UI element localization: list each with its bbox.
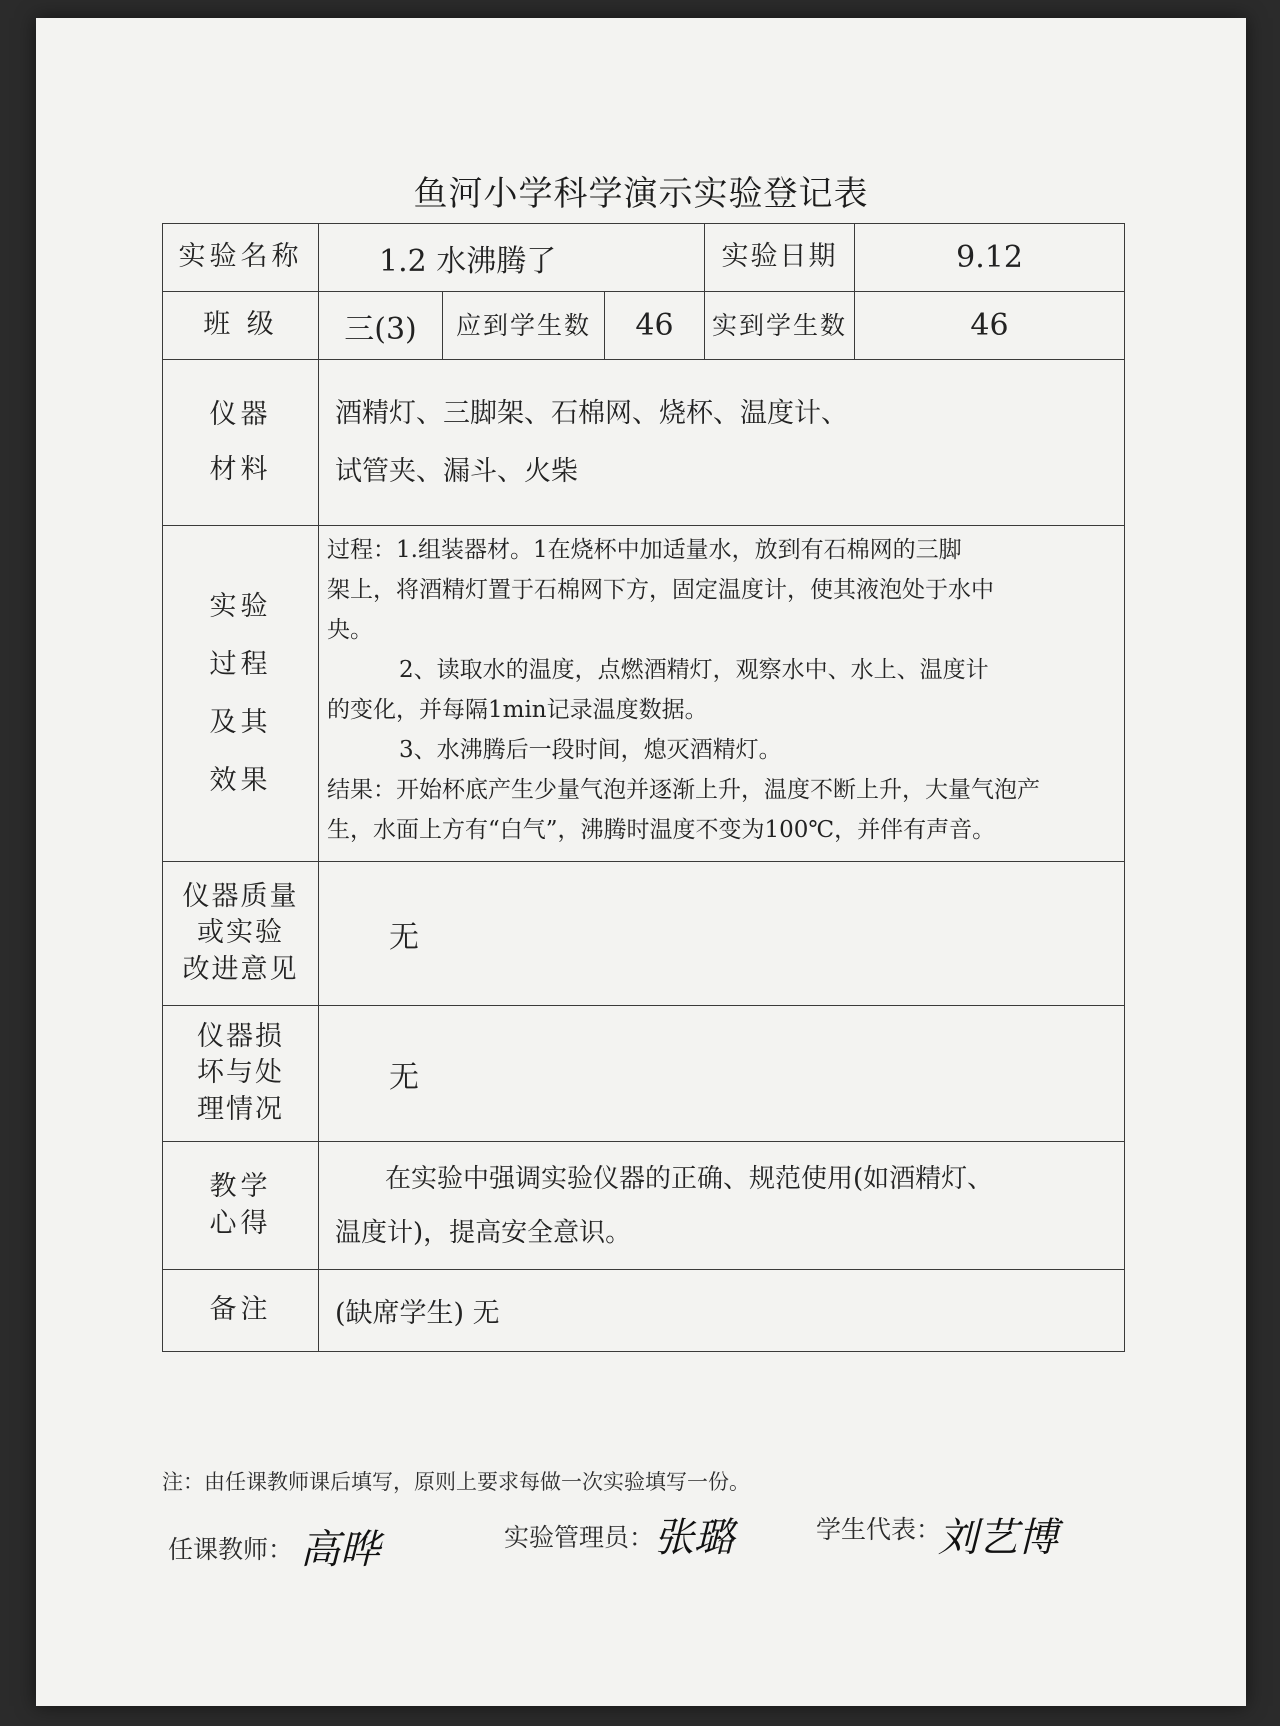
student-signature: 刘艺博 xyxy=(938,1515,1058,1561)
row-quality xyxy=(163,862,1125,1006)
value-experiment-date: 9.12 xyxy=(855,224,1125,292)
teacher-signature: 高晔 xyxy=(300,1527,380,1573)
row-experiment-name xyxy=(163,224,1125,292)
form-sheet xyxy=(36,18,1246,1706)
row-process xyxy=(163,526,1125,862)
footnote: 注：由任课教师课后填写，原则上要求每做一次实验填写一份。 xyxy=(162,1470,750,1494)
manager-label: 实验管理员： xyxy=(504,1523,655,1552)
row-damage xyxy=(163,1006,1125,1142)
label-expected-students: 应到学生数 xyxy=(443,292,605,360)
process-line: 央。 xyxy=(327,617,373,643)
row-class xyxy=(163,292,1125,360)
teacher-label: 任课教师： xyxy=(168,1535,294,1564)
label-experiment-date: 实验日期 xyxy=(705,224,855,292)
process-line: 2、读取水的温度，点燃酒精灯，观察水中、水上、温度计 xyxy=(399,657,989,683)
registration-table xyxy=(162,223,1125,1352)
form-title: 鱼河小学科学演示实验登记表 xyxy=(413,174,869,214)
label-remarks: 备注 xyxy=(163,1270,319,1352)
label-experiment-name: 实验名称 xyxy=(163,224,319,292)
value-damage: 无 xyxy=(319,1006,1125,1142)
process-line: 的变化，并每隔1min记录温度数据。 xyxy=(327,697,708,723)
process-line: 过程：1.组装器材。1在烧杯中加适量水，放到有石棉网的三脚 xyxy=(327,537,962,563)
process-line: 架上，将酒精灯置于石棉网下方，固定温度计，使其液泡处于水中 xyxy=(327,577,994,603)
signature-row xyxy=(168,1510,1148,1580)
label-class: 班 级 xyxy=(163,292,319,360)
value-actual-students: 46 xyxy=(855,292,1125,360)
process-line: 3、水沸腾后一段时间，熄灭酒精灯。 xyxy=(399,737,782,763)
row-remarks xyxy=(163,1270,1125,1352)
value-process xyxy=(319,526,1125,862)
result-line: 生，水面上方有“白气”，沸腾时温度不变为100℃，并伴有声音。 xyxy=(327,817,996,843)
result-line: 结果：开始杯底产生少量气泡并逐渐上升，温度不断上升，大量气泡产 xyxy=(327,777,1040,803)
value-equipment: 酒精灯、三脚架、石棉网、烧杯、温度计、 试管夹、漏斗、火柴 xyxy=(319,360,1125,526)
value-teaching: 在实验中强调实验仪器的正确、规范使用(如酒精灯、 温度计)，提高安全意识。 xyxy=(319,1142,1125,1270)
label-equipment: 仪器 材料 xyxy=(163,360,319,526)
label-process: 实验 过程 及其 效果 xyxy=(163,526,319,862)
row-teaching xyxy=(163,1142,1125,1270)
value-remarks: (缺席学生) 无 xyxy=(319,1270,1125,1352)
manager-signature: 张璐 xyxy=(654,1515,734,1561)
row-equipment xyxy=(163,360,1125,526)
student-label: 学生代表： xyxy=(816,1515,942,1544)
value-expected-students: 46 xyxy=(605,292,705,360)
value-experiment-name: 1.2 水沸腾了 xyxy=(319,224,705,292)
value-quality: 无 xyxy=(319,862,1125,1006)
label-actual-students: 实到学生数 xyxy=(705,292,855,360)
value-class: 三(3) xyxy=(319,292,443,360)
label-damage: 仪器损 坏与处 理情况 xyxy=(163,1006,319,1142)
label-teaching: 教学 心得 xyxy=(163,1142,319,1270)
label-quality: 仪器质量 或实验 改进意见 xyxy=(163,862,319,1006)
